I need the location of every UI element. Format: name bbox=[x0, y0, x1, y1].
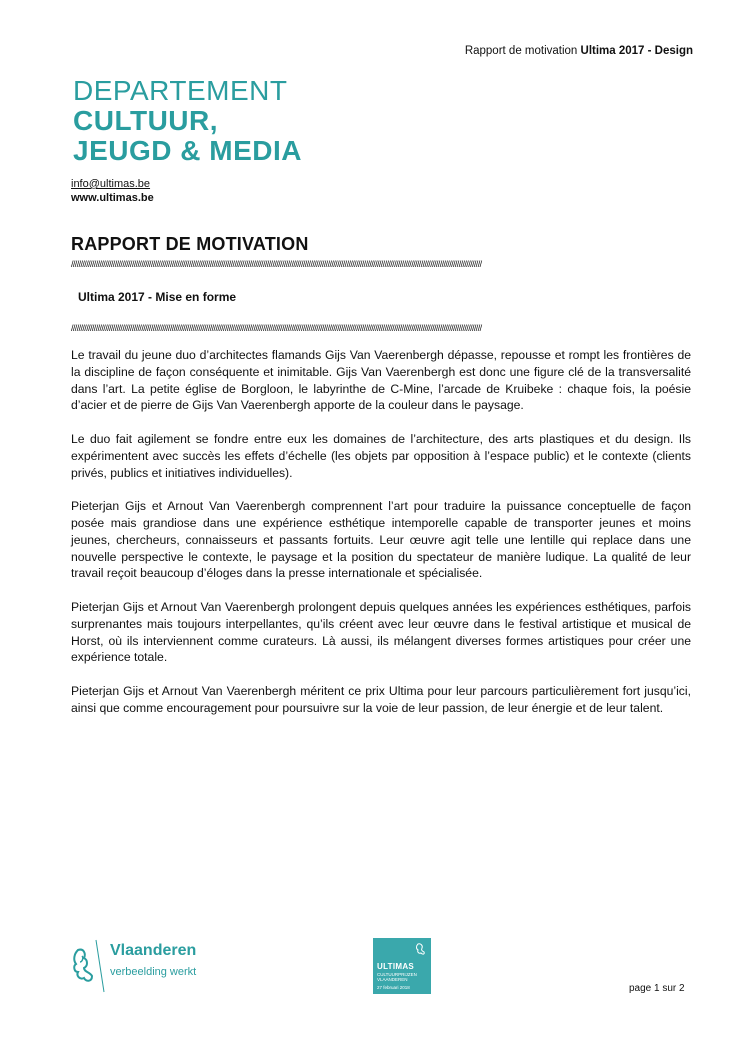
website-text: www.ultimas.be bbox=[71, 192, 154, 204]
page-number: page 1 sur 2 bbox=[629, 983, 685, 994]
paragraph: Pieterjan Gijs et Arnout Van Vaerenbergh comprennent l’art pour traduire la puissance conceptuelle de façon posée mais grandiose dans une expérience esthétique intemporelle capable de transporter jeunes et moins jeunes, chercheurs, connaisseurs et passants fortuits. Leur œuvre agit telle une lentille qui replace dans une nouvelle perspective le contexte, le paysage et la position du spectateur de manière ludique. La qualité de leur travail reçoit beaucoup d’éloges dans la presse internationale et spécialisée. bbox=[71, 499, 691, 581]
document-subtitle: Ultima 2017 - Mise en forme bbox=[78, 290, 237, 304]
paragraph: Le duo fait agilement se fondre entre eux les domaines de l’architecture, des arts plastiques et du design. Ils expérimentent avec succès les effets d’échelle (les objets par opposition à l’espace public) et le contexte (clients privés, publics et initiatives individuelles). bbox=[71, 431, 691, 480]
lion-emblem-icon bbox=[415, 942, 427, 956]
paragraph: Le travail du jeune duo d’architectes flamands Gijs Van Vaerenbergh dépasse, repousse et rompt les frontières de la discipline de façon conséquente et inimitable. Gijs Van Vaerenbergh est donc une figure clé de la transversalité dans l’art. La petite église de Borgloon, le labyrinthe de C-Mine, l’arcade de Kruibeke : chaque fois, la poésie d’acier et de pierre de Gijs Van Vaerenbergh apporte de la couleur dans le paysage. bbox=[71, 348, 691, 413]
separator-bottom: //////////////////////////////////////////////////////////////////////////////////////////////////////////////////////////////////////////////////////////////////////////////////////////////////////////////////////// bbox=[71, 323, 482, 333]
paragraph: Pieterjan Gijs et Arnout Van Vaerenbergh prolongent depuis quelques années les expériences esthétiques, parfois surprenantes mais toujours interpellantes, qu’ils créent avec leur œuvre dans le festival artistique et musical de Horst, où ils interviennent comme curateurs. Là aussi, ils mélangent diverses formes artistiques pour créer une expérience totale. bbox=[71, 599, 691, 665]
separator-top: //////////////////////////////////////////////////////////////////////////////////////////////////////////////////////////////////////////////////////////////////////////////////////////////////////////////////////// bbox=[71, 259, 482, 269]
department-line2: CULTUUR, bbox=[73, 105, 219, 136]
email-link[interactable]: info@ultimas.be bbox=[71, 178, 151, 190]
contact-block bbox=[71, 177, 154, 205]
department-line1: DEPARTEMENT bbox=[73, 75, 288, 106]
running-header bbox=[465, 45, 693, 57]
body-text bbox=[71, 347, 691, 733]
flemish-lion-icon bbox=[70, 936, 106, 994]
department-logo bbox=[73, 76, 302, 166]
document-title: RAPPORT DE MOTIVATION bbox=[71, 234, 309, 254]
ultimas-subtitle: CULTUURPRIJZEN VLAANDEREN bbox=[377, 972, 417, 982]
department-line3: JEUGD & MEDIA bbox=[73, 135, 302, 166]
ultimas-date: 27 februari 2018 bbox=[377, 985, 410, 990]
running-header-bold: Ultima 2017 - Design bbox=[580, 45, 693, 57]
running-header-prefix: Rapport de motivation bbox=[464, 45, 581, 57]
vlaanderen-tagline: verbeelding werkt bbox=[110, 966, 197, 978]
vlaanderen-name: Vlaanderen bbox=[110, 942, 197, 959]
paragraph: Pieterjan Gijs et Arnout Van Vaerenbergh méritent ce prix Ultima pour leur parcours particulièrement fort jusqu’ici, ainsi que comme encouragement pour poursuivre sur la voie de leur passion, de leur énergie et de leur talent. bbox=[71, 683, 691, 715]
ultimas-logo bbox=[373, 938, 431, 994]
ultimas-title: ULTIMAS bbox=[377, 962, 415, 971]
vlaanderen-logo bbox=[70, 936, 220, 996]
